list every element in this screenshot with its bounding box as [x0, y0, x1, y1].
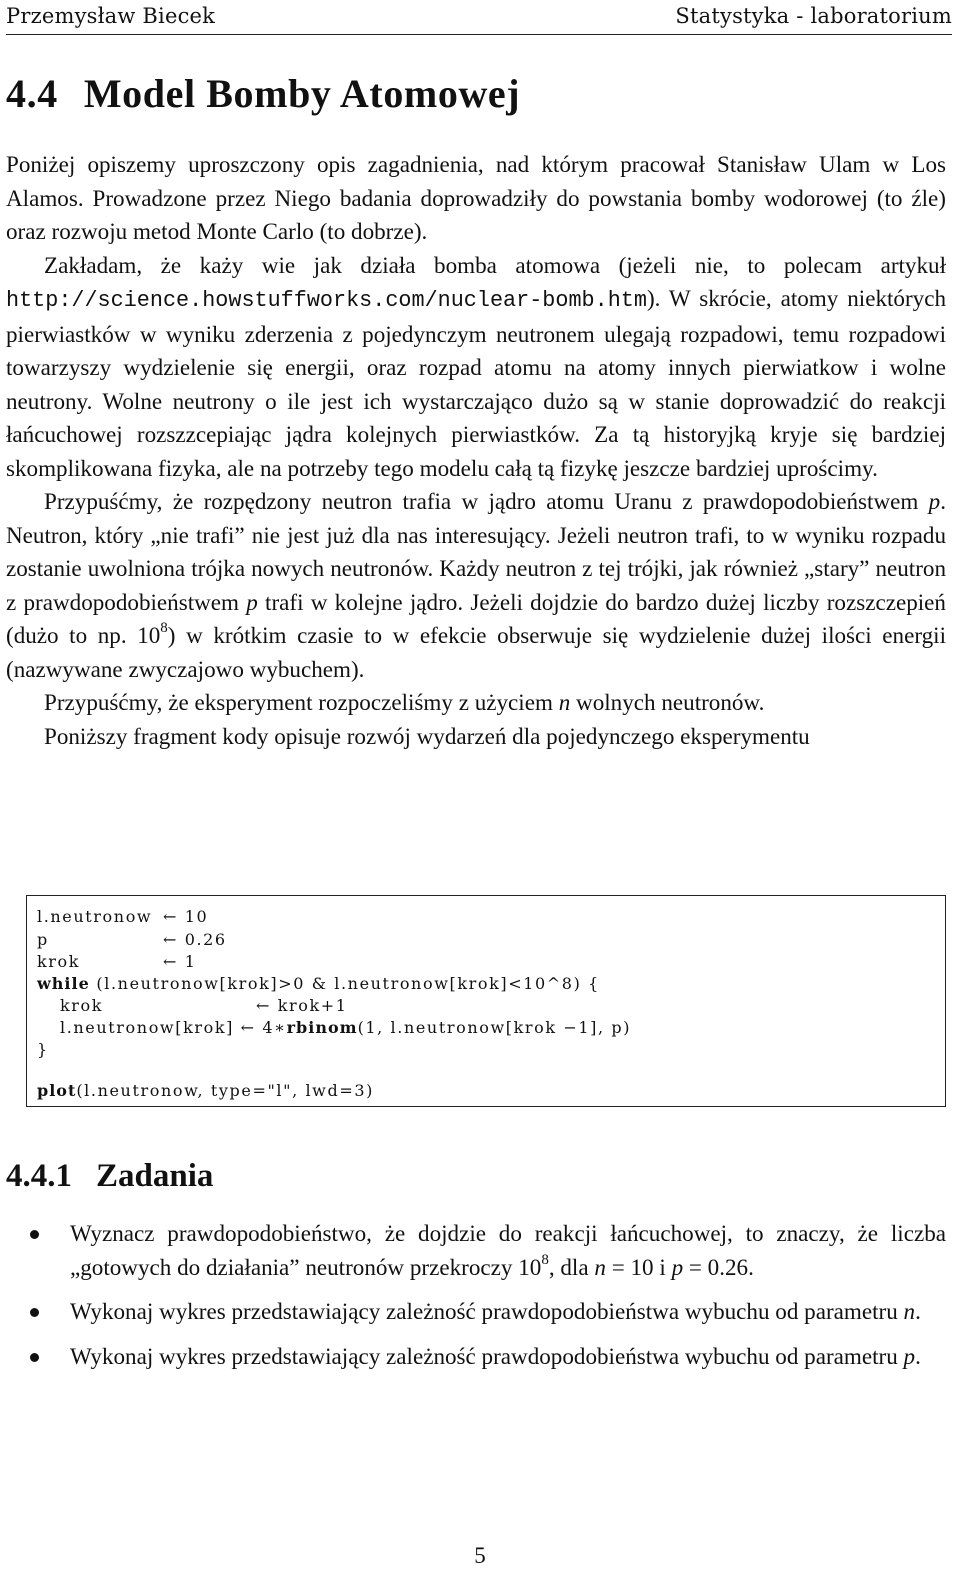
task-text: Wykonaj wykres przedstawiający zależność prawdopodobieństwa wybuchu od parametru: [70, 1298, 904, 1324]
code-function: rbinom: [286, 1018, 358, 1037]
paragraph-code-intro: Poniższy fragment kody opisuje rozwój wydarzeń dla pojedynczego eksperymentu: [44, 722, 810, 749]
paragraph-experiment-text-b: wolnych neutronów.: [570, 689, 765, 715]
list-item: [0, 1295, 946, 1329]
article-link[interactable]: http://science.howstuffworks.com/nuclear-bomb.htm: [6, 288, 647, 313]
paragraph-bomb-text-a: Zakładam, że każy wie jak działa bomba atomowa (jeżeli nie, to polecam artykuł: [44, 251, 946, 278]
header-author: Przemysław Biecek: [6, 4, 216, 28]
task-text: Wyznacz prawdopodobieństwo, że dojdzie do reakcji łańcuchowej, to znaczy, że liczba „gotowych do działania” neutronów przekroczy 10: [70, 1220, 946, 1280]
code-variable: p: [37, 930, 49, 949]
bullet-icon: [30, 1353, 39, 1362]
code-variable: l.neutronow[krok]: [60, 1018, 234, 1037]
paragraph-neutron-text-c: trafi w kolejne jądro. Jeżeli dojdzie do bardzo dużej liczby rozszczepień (dużo to np. 10: [6, 588, 946, 648]
code-arguments: (1, l.neutronow[krok −1], p): [357, 1018, 632, 1037]
paragraph-neutron-text-d: ) w krótkim czasie to w efekcie obserwuje się wydzielenie dużej ilości energii (nazwywane zwyczajowo wybuchem).: [6, 622, 946, 682]
code-variable: krok: [37, 952, 81, 971]
section-title-text: Model Bomby Atomowej: [83, 71, 521, 116]
code-function: plot: [37, 1081, 77, 1100]
code-line: [37, 951, 197, 973]
task-text: = 10 i: [605, 1253, 672, 1280]
code-value: ← 4∗: [240, 1018, 287, 1037]
list-item: [0, 1217, 946, 1284]
symbol-p: p: [671, 1253, 684, 1280]
code-value: ← krok+1: [256, 996, 348, 1015]
paragraph-neutron: [6, 485, 946, 686]
bullet-icon: [30, 1230, 39, 1239]
paragraph-neutron-text-b: . Neutron, który „nie trafi” nie jest już dla nas interesujący. Jeżeli neutron trafi, to w wyniku rozpadu zostanie uwolniona trójka nowych neutronów. Każdy neutron z tej trójki, jak również „stary” neutron z prawdopodobieństwem: [6, 488, 946, 615]
code-arguments: (l.neutronow, type="l", lwd=3): [76, 1081, 374, 1100]
code-line: [60, 995, 348, 1017]
exponent: 8: [160, 620, 168, 637]
page-number: 5: [474, 1543, 486, 1568]
body-text: [6, 148, 946, 753]
paragraph-intro: Poniżej opiszemy uproszczony opis zagadnienia, nad którym pracował Stanisław Ulam w Los Alamos. Prowadzone przez Niego badania doprowadziły do powstania bomby wodorowej (to źle) oraz rozwoju metod Monte Carlo (to dobrze).: [6, 151, 946, 244]
task-list: [0, 1217, 946, 1384]
page-header: [6, 0, 952, 32]
subsection-number: 4.4.1: [6, 1158, 72, 1194]
section-title: [6, 70, 520, 117]
subsection-title-text: Zadania: [96, 1158, 214, 1194]
task-text: , dla: [548, 1253, 595, 1280]
code-line: [37, 1080, 374, 1102]
code-line: [37, 929, 227, 951]
exponent: 8: [541, 1251, 549, 1268]
code-keyword: while: [37, 974, 90, 993]
paragraph-bomb: [6, 249, 946, 486]
symbol-n: n: [558, 689, 571, 715]
symbol-n: n: [903, 1298, 916, 1324]
symbol-n: n: [594, 1253, 606, 1280]
paragraph-experiment-text-a: Przypuśćmy, że eksperyment rozpoczeliśmy z użyciem: [44, 689, 559, 715]
code-variable: l.neutronow: [37, 907, 153, 926]
code-variable: krok: [60, 996, 104, 1015]
code-listing: [26, 895, 946, 1107]
symbol-p: p: [246, 588, 258, 615]
code-value: ← 0.26: [163, 930, 227, 949]
header-course: Statystyka - laboratorium: [675, 4, 952, 28]
task-text: = 0.26.: [683, 1253, 754, 1280]
section-number: 4.4: [6, 71, 58, 116]
list-item: [0, 1340, 946, 1374]
code-condition: (l.neutronow[krok]>0 & l.neutronow[krok]<10^8) {: [89, 974, 600, 993]
paragraph-neutron-text-a: Przypuśćmy, że rozpędzony neutron trafia w jądro atomu Uranu z prawdopodobieństwem: [44, 488, 929, 514]
code-line: [60, 1017, 631, 1039]
symbol-p: p: [903, 1342, 916, 1369]
code-value: ← 10: [163, 907, 209, 926]
task-text: .: [915, 1342, 921, 1369]
bullet-icon: [30, 1308, 39, 1317]
symbol-p: p: [928, 488, 941, 514]
code-line: }: [37, 1040, 49, 1059]
task-text: .: [915, 1298, 921, 1324]
subsection-title: [6, 1158, 213, 1195]
paragraph-bomb-text-b: ). W skrócie, atomy niektórych pierwiastków w wyniku zderzenia z pojedynczym neutronem ulegają rozpadowi, temu rozpadowi towarzyszy wydzielenie się energii, oraz rozpad atomu na atomy innych pierwiatkow i wolne neutrony. Wolne neutrony o ile jest ich wystarczająco dużo są w stanie doprowadzić do reakcji łańcuchowej rozszzcepiając jądra kolejnych pierwiastków. Za tą historyjką kryje się bardziej skomplikowana fizyka, ale na potrzeby tego modelu całą tą fizykę jeszcze bardziej uprościmy.: [6, 285, 946, 481]
task-text: Wykonaj wykres przedstawiający zależność prawdopodobieństwa wybuchu od parametru: [70, 1342, 904, 1369]
header-rule: [6, 34, 952, 35]
code-line: [37, 906, 209, 928]
code-value: ← 1: [163, 952, 197, 971]
paragraph-experiment: [6, 686, 946, 720]
code-line: [37, 973, 600, 995]
